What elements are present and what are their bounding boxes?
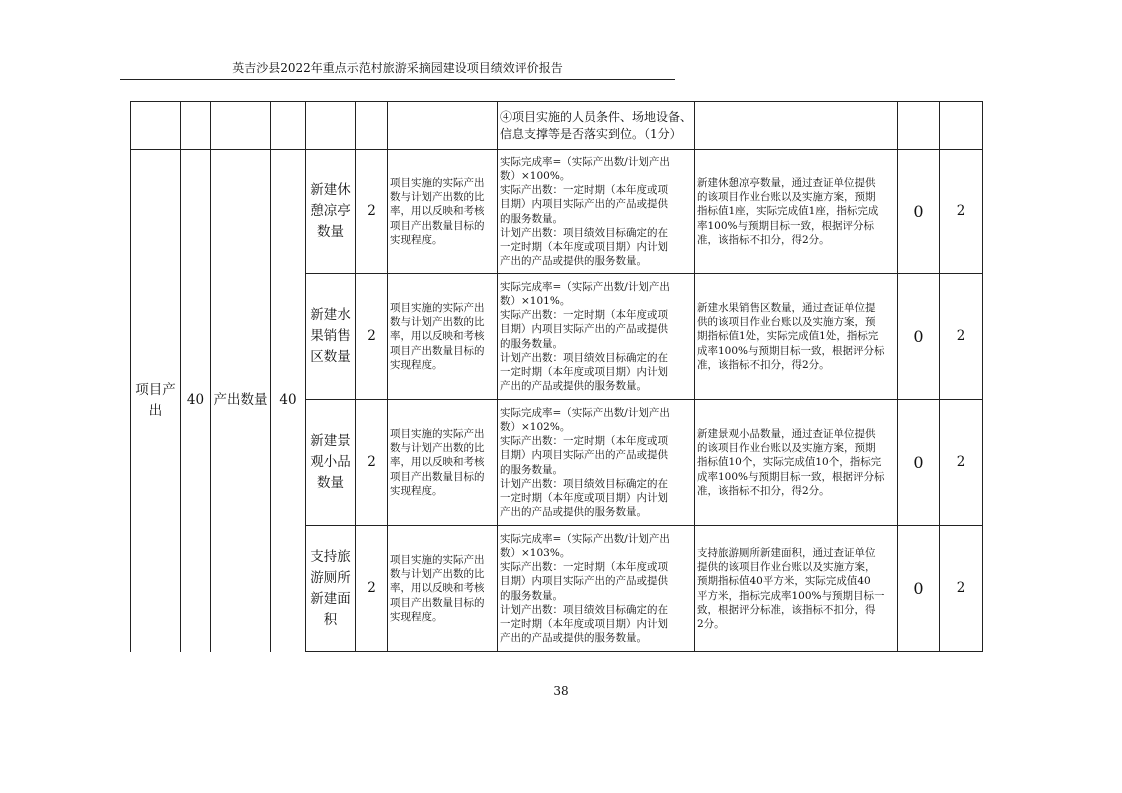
- weight-cell: 2: [356, 274, 388, 400]
- standard-cell: ④项目实施的人员条件、场地设备、信息支撑等是否落实到位。（1分）: [498, 102, 695, 150]
- report-title: 英吉沙县2022年重点示范村旅游采摘园建设项目绩效评价报告: [232, 61, 563, 75]
- level1-score: 40: [181, 150, 211, 652]
- continued-row: [131, 102, 983, 150]
- weight-cell: 2: [356, 400, 388, 526]
- score-cell: 2: [940, 526, 983, 652]
- analysis-cell: 新建景观小品数量，通过查证单位提供 的该项目作业台账以及实施方案，预期 指标值10个，实际完成值10个，指标完 成率100%与预期目标一致，根据评分标 准，该指标不扣分，得2分。: [695, 400, 898, 526]
- cell-empty: [181, 102, 211, 150]
- cell-empty: [940, 102, 983, 150]
- weight-cell: 2: [356, 526, 388, 652]
- level2-indicator: 产出数量: [211, 150, 271, 652]
- cell-empty: [211, 102, 271, 150]
- cell-empty: [131, 102, 181, 150]
- level3-indicator: 支持旅 游厕所 新建面 积: [306, 526, 356, 652]
- deduction-cell: 0: [898, 274, 940, 400]
- standard-cell: 实际完成率=（实际产出数/计划产出 数）×100%。 实际产出数：一定时期（本年度或项 目期）内项目实际产出的产品或提供 的服务数量。 计划产出数：项目绩效目标确定的在 一定时期（本年度或项目期）内计划 产出的产品或提供的服务数量。: [498, 150, 695, 274]
- cell-empty: [271, 102, 306, 150]
- deduction-cell: 0: [898, 400, 940, 526]
- analysis-cell: 支持旅游厕所新建面积，通过查证单位 提供的该项目作业台账以及实施方案， 预期指标值40平方米，实际完成值40 平方米，指标完成率100%与预期目标一 致，根据评分标准，该指标不扣分，得 2分。: [695, 526, 898, 652]
- level2-score: 40: [271, 150, 306, 652]
- header-rule: [120, 79, 675, 80]
- standard-cell: 实际完成率=（实际产出数/计划产出 数）×101%。 实际产出数：一定时期（本年度或项 目期）内项目实际产出的产品或提供 的服务数量。 计划产出数：项目绩效目标确定的在 一定时期（本年度或项目期）内计划 产出的产品或提供的服务数量。: [498, 274, 695, 400]
- cell-empty: [356, 102, 388, 150]
- deduction-cell: 0: [898, 526, 940, 652]
- analysis-cell: 新建休憩凉亭数量，通过查证单位提供 的该项目作业台账以及实施方案，预期 指标值1座，实际完成值1座，指标完成 率100%与预期目标一致，根据评分标 准，该指标不扣分，得2分。: [695, 150, 898, 274]
- explanation-cell: 项目实施的实际产出 数与计划产出数的比 率，用以反映和考核 项目产出数量目标的 实现程度。: [388, 526, 498, 652]
- deduction-cell: 0: [898, 150, 940, 274]
- page-number: 38: [553, 684, 569, 698]
- cell-empty: [306, 102, 356, 150]
- evaluation-table: [130, 101, 983, 652]
- explanation-cell: 项目实施的实际产出 数与计划产出数的比 率，用以反映和考核 项目产出数量目标的 实现程度。: [388, 274, 498, 400]
- cell-empty: [695, 102, 898, 150]
- table-row: [131, 150, 983, 274]
- level1-indicator: 项目产 出: [131, 150, 181, 652]
- standard-cell: 实际完成率=（实际产出数/计划产出 数）×102%。 实际产出数：一定时期（本年度或项 目期）内项目实际产出的产品或提供 的服务数量。 计划产出数：项目绩效目标确定的在 一定时期（本年度或项目期）内计划 产出的产品或提供的服务数量。: [498, 400, 695, 526]
- score-cell: 2: [940, 150, 983, 274]
- cell-empty: [898, 102, 940, 150]
- explanation-cell: 项目实施的实际产出 数与计划产出数的比 率，用以反映和考核 项目产出数量目标的 实现程度。: [388, 150, 498, 274]
- level3-indicator: 新建水 果销售 区数量: [306, 274, 356, 400]
- explanation-cell: 项目实施的实际产出 数与计划产出数的比 率，用以反映和考核 项目产出数量目标的 实现程度。: [388, 400, 498, 526]
- score-cell: 2: [940, 274, 983, 400]
- level3-indicator: 新建休 憩凉亭 数量: [306, 150, 356, 274]
- standard-cell: 实际完成率=（实际产出数/计划产出 数）×103%。 实际产出数：一定时期（本年度或项 目期）内项目实际产出的产品或提供 的服务数量。 计划产出数：项目绩效目标确定的在 一定时期（本年度或项目期）内计划 产出的产品或提供的服务数量。: [498, 526, 695, 652]
- cell-empty: [388, 102, 498, 150]
- level3-indicator: 新建景 观小品 数量: [306, 400, 356, 526]
- weight-cell: 2: [356, 150, 388, 274]
- analysis-cell: 新建水果销售区数量，通过查证单位提 供的该项目作业台账以及实施方案，预 期指标值1处，实际完成值1处，指标完 成率100%与预期目标一致，根据评分标 准，该指标不扣分，得2分。: [695, 274, 898, 400]
- score-cell: 2: [940, 400, 983, 526]
